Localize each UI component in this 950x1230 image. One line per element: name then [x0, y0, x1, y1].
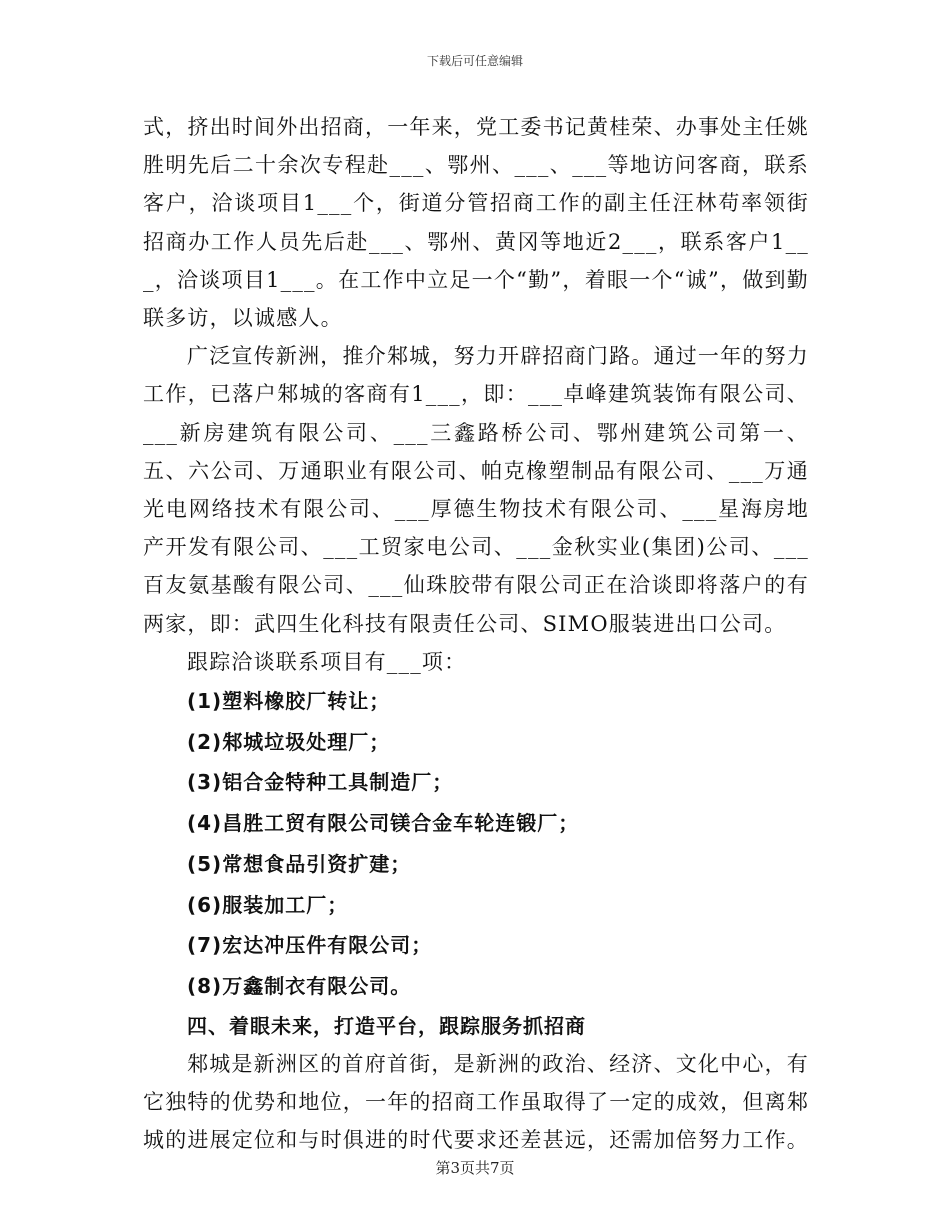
list-item: (4)昌胜工贸有限公司镁合金车轮连锻厂； — [187, 811, 580, 836]
section-heading: 四、着眼未来，打造平台，跟踪服务抓招商 — [187, 1013, 586, 1038]
paragraph-1: 式，挤出时间外出招商，一年来，党工委书记黄桂荣、办事处主任姚胜明先后二十余次专程赴___、鄂州、___、___等地访问客商，联系客户，洽谈项目1___个，街道分管招商工作的副主任汪林苟率领街招商办工作人员先后赴___、鄂州、黄冈等地近2___，联系客户1___，洽谈项目1___。在工作中立足一个“勤”，着眼一个“诚”，做到勤联多访，以诚感人。 — [143, 115, 809, 331]
paragraph-4: 邾城是新洲区的首府首街，是新洲的政治、经济、文化中心，有它独特的优势和地位，一年的招商工作虽取得了一定的成效，但离邾城的进展定位和与时俱进的时代要求还差甚远，还需加倍努力工作。 — [143, 1051, 809, 1153]
list-item: (7)宏达冲压件有限公司； — [187, 933, 433, 958]
page-header: 下载后可任意编辑 — [426, 54, 523, 68]
paragraph-2: 广泛宣传新洲，推介邾城，努力开辟招商门路。通过一年的努力工作，已落户邾城的客商有1___，即：___卓峰建筑装饰有限公司、___新房建筑有限公司、___三鑫路桥公司、鄂州建筑公司第一、五、六公司、万通职业有限公司、帕克橡塑制品有限公司、___万通光电网络技术有限公司、___厚德生物技术有限公司、___星海房地产开发有限公司、___工贸家电公司、___金秋实业(集团)公司、___百友氨基酸有限公司、___仙珠胶带有限公司正在洽谈即将落户的有两家，即：武四生化科技有限责任公司、SIMO服装进出口公司。 — [143, 344, 809, 636]
page-footer: 第3页共7页 — [435, 1159, 515, 1177]
document-body — [143, 108, 809, 1159]
list-item: (2)邾城垃圾处理厂； — [187, 729, 391, 754]
paragraph-3: 跟踪洽谈联系项目有___项： — [187, 649, 467, 674]
list-item: (3)铝合金特种工具制造厂； — [187, 770, 454, 795]
project-list — [143, 681, 809, 1007]
list-item: (8)万鑫制衣有限公司。 — [187, 973, 412, 998]
list-item: (5)常想食品引资扩建； — [187, 851, 412, 876]
list-item: (1)塑料橡胶厂转让； — [187, 689, 391, 714]
list-item: (6)服装加工厂； — [187, 892, 349, 917]
